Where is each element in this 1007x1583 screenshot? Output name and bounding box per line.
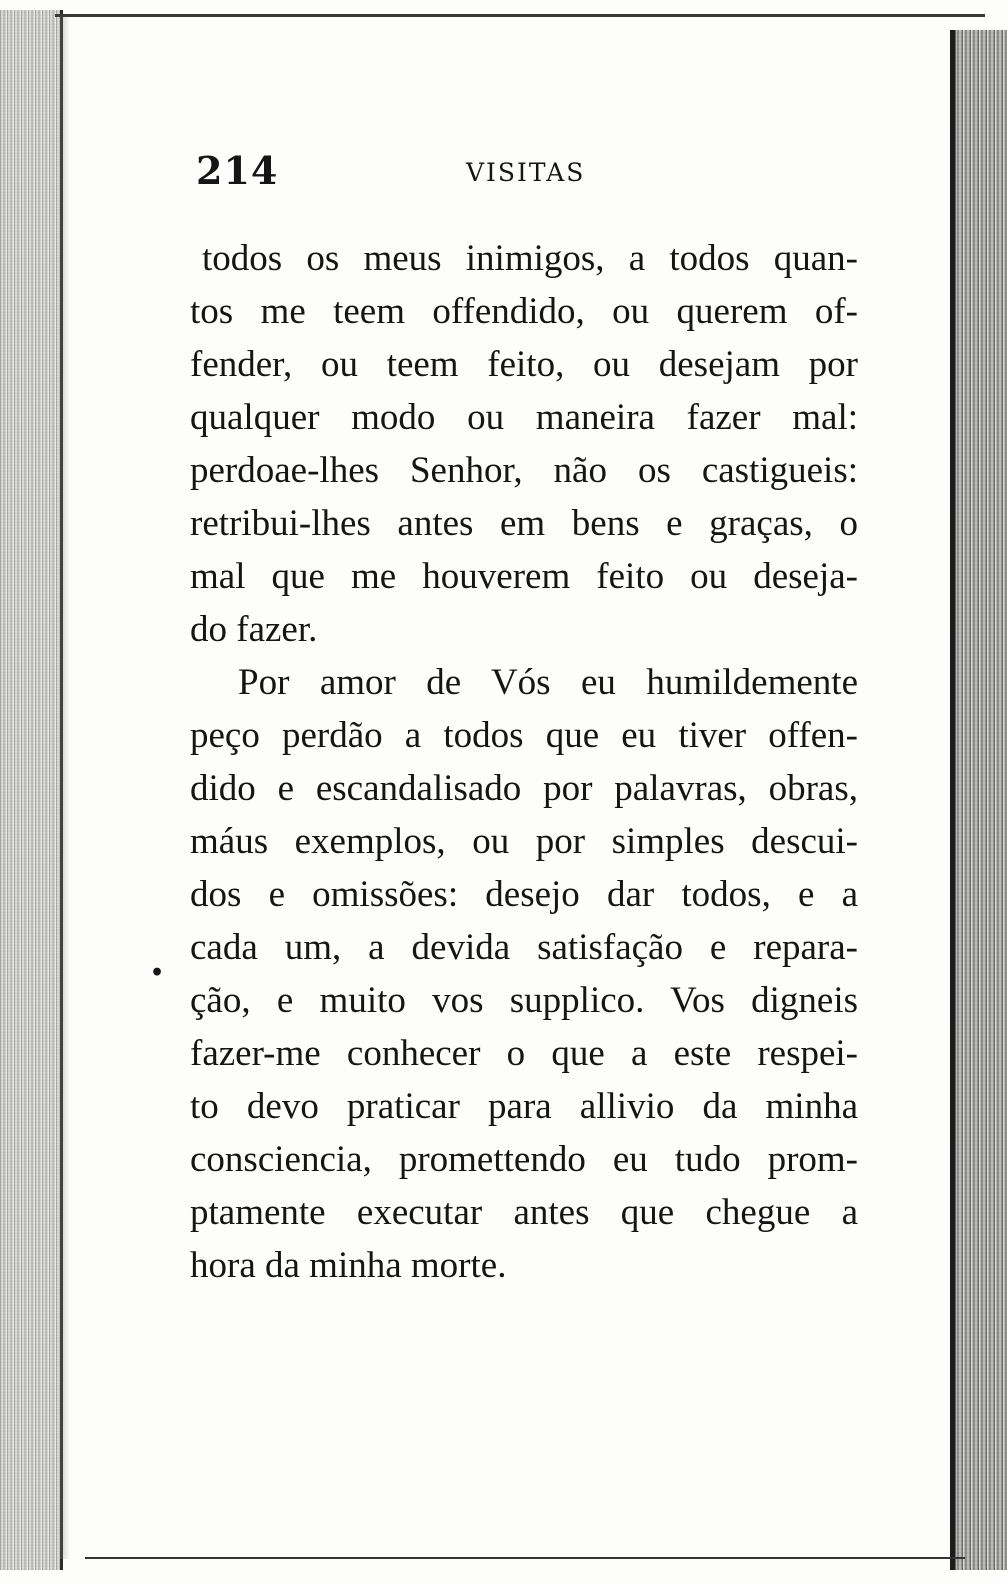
text-line: consciencia, promettendo eu tudo prom- bbox=[190, 1139, 858, 1180]
text-line: Por amor de Vós eu humildemente bbox=[238, 662, 858, 703]
text-line: fazer-me conhecer o que a este respei- bbox=[190, 1033, 858, 1074]
body-text bbox=[190, 232, 858, 1292]
margin-mark: • bbox=[150, 960, 165, 986]
text-line: to devo praticar para allivio da minha bbox=[190, 1086, 858, 1127]
text-line: hora da minha morte. bbox=[190, 1245, 507, 1286]
text-line: do fazer. bbox=[190, 609, 318, 650]
text-line: mal que me houverem feito ou deseja- bbox=[190, 556, 858, 597]
text-line: todos os meus inimigos, a todos quan- bbox=[202, 238, 858, 279]
binding-edge bbox=[0, 10, 63, 1570]
text-line: máus exemplos, ou por simples descui- bbox=[190, 821, 858, 862]
text-line: dos e omissões: desejo dar todos, e a bbox=[190, 874, 858, 915]
text-line: ção, e muito vos supplico. Vos digneis bbox=[190, 980, 858, 1021]
text-line: retribui-lhes antes em bens e graças, o bbox=[190, 503, 858, 544]
binding-shadow bbox=[60, 14, 70, 1559]
text-line: cada um, a devida satisfação e repara- bbox=[190, 927, 858, 968]
page-number: 214 bbox=[196, 148, 279, 193]
bottom-page-edge bbox=[85, 1557, 965, 1559]
text-line: qualquer modo ou maneira fazer mal: bbox=[190, 397, 858, 438]
running-title: VISITAS bbox=[466, 158, 586, 187]
text-line: peço perdão a todos que eu tiver offen- bbox=[190, 715, 858, 756]
text-line: ptamente executar antes que chegue a bbox=[190, 1192, 858, 1233]
text-line: tos me teem offendido, ou querem of- bbox=[190, 291, 858, 332]
top-page-edge bbox=[55, 14, 985, 17]
text-line: fender, ou teem feito, ou desejam por bbox=[190, 344, 858, 385]
text-line: perdoae-lhes Senhor, não os castigueis: bbox=[190, 450, 858, 491]
fore-edge bbox=[955, 30, 1007, 1570]
text-line: dido e escandalisado por palavras, obras, bbox=[190, 768, 858, 809]
running-header bbox=[196, 148, 856, 198]
